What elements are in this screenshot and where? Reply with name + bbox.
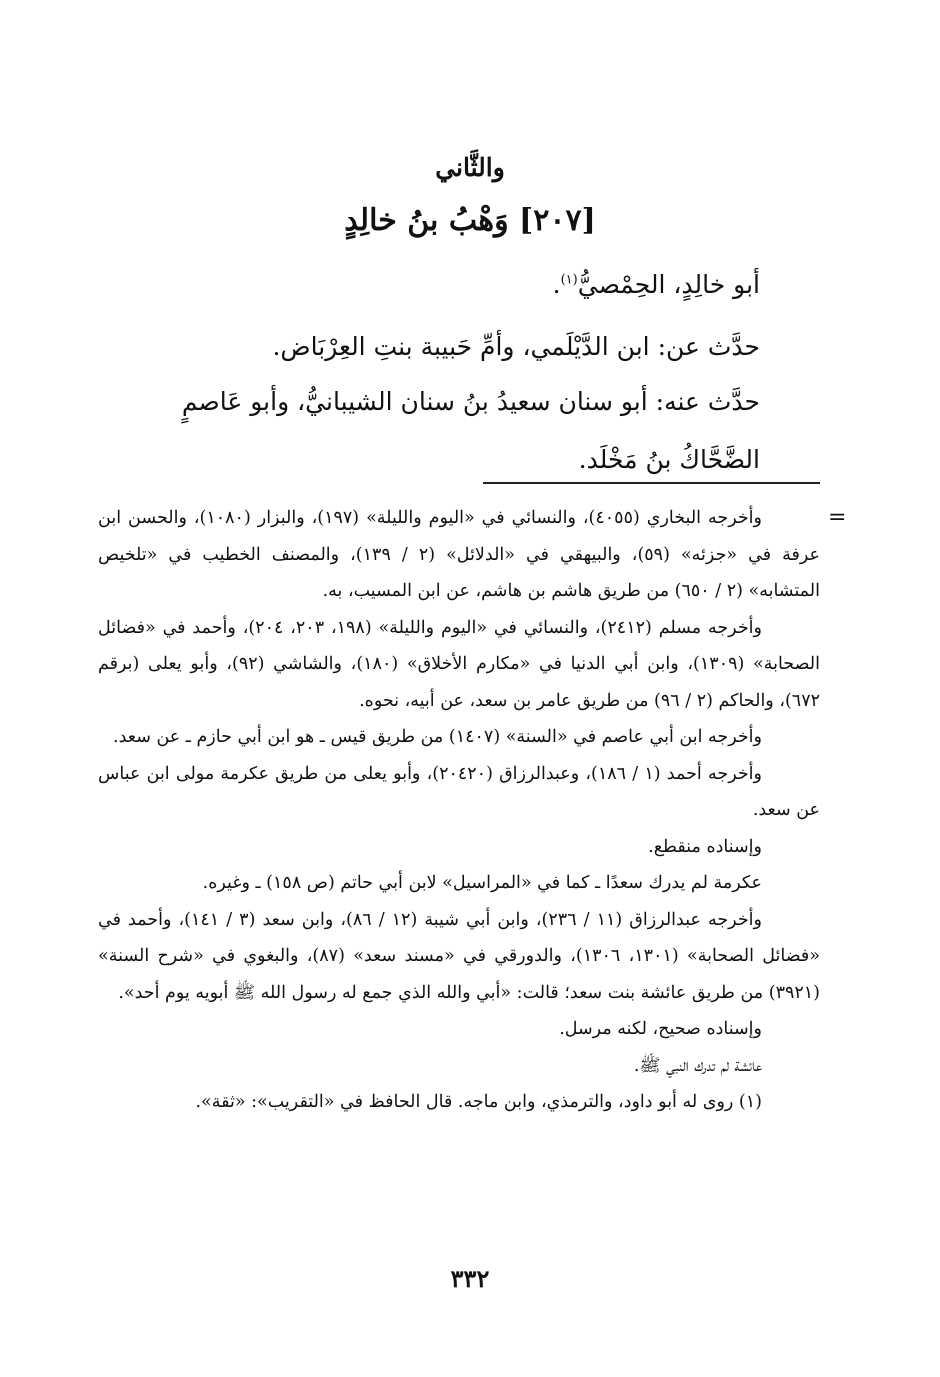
footnote-paragraph: عكرمة لم يدرك سعدًا ـ كما في «المراسيل» لابن أبي حاتم (ص ١٥٨) ـ وغيره. — [202, 873, 762, 893]
footnotes-block — [98, 500, 820, 1121]
narrated-from-line: حدَّث عن: ابن الدَّيْلَمي، وأمِّ حَبيبة بنتِ العِرْبَاض. — [272, 332, 760, 361]
narrated-by-line: حدَّث عنه: أبو سنان سعيدُ بنُ سنان الشيبانيُّ، وأبو عَاصمٍ الضَّحَّاكُ بنُ مَخْلَد. — [181, 387, 760, 474]
footnote-paragraph: وأخرجه مسلم (٢٤١٢)، والنسائي في «اليوم والليلة» (١٩٨، ٢٠٣، ٢٠٤)، وأحمد في «فضائل الصحابة» (١٣٠٩)، وابن أبي الدنيا في «مكارم الأخلاق» (١٨٠)، والشاشي (٩٢)، وأبو يعلى (برقم ٦٧٢)، والحاكم (٢ / ٩٦) من طريق عامر بن سعد، عن أبيه، نحوه. — [98, 617, 820, 711]
continuation-mark: = — [828, 505, 847, 530]
footnote-divider — [483, 482, 820, 484]
footnote-1: (١) روى له أبو داود، والترمذي، وابن ماجه. قال الحافظ في «التقريب»: «ثقة». — [195, 1092, 762, 1112]
footnote-reference: (١) — [560, 272, 578, 288]
narrator-name: أبو خالِدٍ، الحِمْصيُّ — [577, 270, 760, 299]
footnote-paragraph: وأخرجه عبدالرزاق (١١ / ٢٣٦)، وابن أبي شيبة (١٢ / ٨٦)، وابن سعد (٣ / ١٤١)، وأحمد في «فضائل الصحابة» (١٣٠١، ١٣٠٦)، والدورقي في «مسند سعد» (٨٧)، والبغوي في «شرح السنة» (٣٩٢١) من طريق عائشة بنت سعد؛ قالت: «أبي والله الذي جمع له رسول الله ﷺ أبويه يوم أحد». — [98, 909, 820, 1003]
entry-title: [٢٠٧] وَهْبُ بنُ خالِدٍ — [344, 203, 596, 238]
footnote-paragraph: وأخرجه البخاري (٤٠٥٥)، والنسائي في «اليوم والليلة» (١٩٧)، والبزار (١٠٨٠)، والحسن ابن عرفة في «جزئه» (٥٩)، والبيهقي في «الدلائل» (٢ / ١٣٩)، والمصنف الخطيب في «تلخيص المتشابه» (٢ / ٦٥٠) من طريق هاشم بن هاشم، عن ابن المسيب، به. — [98, 508, 820, 601]
narrator-name-line — [120, 256, 760, 314]
footnote-paragraph: وأخرجه ابن أبي عاصم في «السنة» (١٤٠٧) من طريق قيس ـ هو ابن أبي حازم ـ عن سعد. — [113, 727, 762, 747]
page-number: ٣٣٢ — [450, 1264, 490, 1293]
section-label: والثَّاني — [435, 153, 505, 182]
name-line-end: . — [552, 270, 561, 299]
footnote-paragraph: وإسناده صحيح، لكنه مرسل. — [559, 1019, 762, 1039]
footnote-paragraph: وإسناده منقطع. — [648, 836, 762, 857]
footnote-paragraph: وأخرجه أحمد (١ / ١٨٦)، وعبدالرزاق (٢٠٤٢٠)، وأبو يعلى من طريق عكرمة مولى ابن عباس عن سعد. — [98, 763, 820, 820]
footnote-paragraph: عائشة لم تدرك النبي ﷺ. — [633, 1055, 762, 1076]
